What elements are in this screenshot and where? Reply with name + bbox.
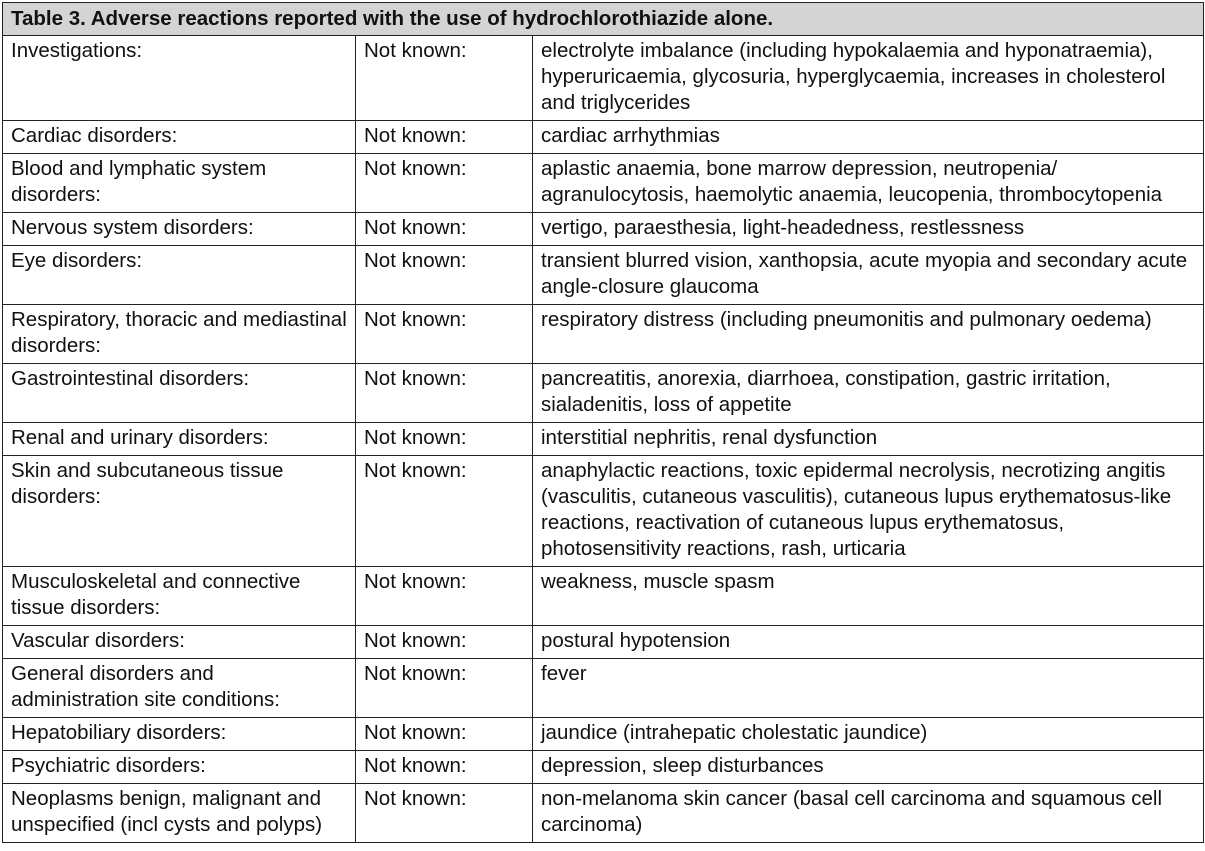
frequency-cell: Not known: [356, 246, 533, 305]
category-cell: Investigations: [3, 36, 356, 121]
reactions-cell: cardiac arrhythmias [533, 121, 1204, 154]
category-cell: Renal and urinary disorders: [3, 423, 356, 456]
category-cell: Eye disorders: [3, 246, 356, 305]
table-row [3, 784, 1204, 843]
table-body [3, 36, 1204, 843]
reactions-cell: aplastic anaemia, bone marrow depression, neutropenia/ agranulocytosis, haemolytic anaemia, leucopenia, thrombocytopenia [533, 154, 1204, 213]
category-cell: General disorders and administration site conditions: [3, 659, 356, 718]
reactions-cell: postural hypotension [533, 626, 1204, 659]
category-cell: Respiratory, thoracic and mediastinal disorders: [3, 305, 356, 364]
category-cell: Vascular disorders: [3, 626, 356, 659]
adverse-reactions-table [2, 2, 1204, 843]
reactions-cell: weakness, muscle spasm [533, 567, 1204, 626]
frequency-cell: Not known: [356, 423, 533, 456]
reactions-cell: fever [533, 659, 1204, 718]
category-cell: Cardiac disorders: [3, 121, 356, 154]
table-row [3, 456, 1204, 567]
category-cell: Nervous system disorders: [3, 213, 356, 246]
frequency-cell: Not known: [356, 626, 533, 659]
frequency-cell: Not known: [356, 784, 533, 843]
table-row [3, 423, 1204, 456]
reactions-cell: interstitial nephritis, renal dysfunction [533, 423, 1204, 456]
category-cell: Blood and lymphatic system disorders: [3, 154, 356, 213]
reactions-cell: respiratory distress (including pneumonitis and pulmonary oedema) [533, 305, 1204, 364]
table-row [3, 213, 1204, 246]
table-row [3, 751, 1204, 784]
frequency-cell: Not known: [356, 751, 533, 784]
frequency-cell: Not known: [356, 121, 533, 154]
reactions-cell: electrolyte imbalance (including hypokalaemia and hyponatraemia), hyperuricaemia, glycosuria, hyperglycaemia, increases in cholesterol and triglycerides [533, 36, 1204, 121]
category-cell: Gastrointestinal disorders: [3, 364, 356, 423]
table-row [3, 567, 1204, 626]
frequency-cell: Not known: [356, 456, 533, 567]
table-title-row [3, 3, 1204, 36]
reactions-cell: anaphylactic reactions, toxic epidermal necrolysis, necrotizing angitis (vasculitis, cutaneous vasculitis), cutaneous lupus erythematosus-like reactions, reactivation of cutaneous lupus erythematosus, photosensitivity reactions, rash, urticaria [533, 456, 1204, 567]
category-cell: Psychiatric disorders: [3, 751, 356, 784]
table-row [3, 121, 1204, 154]
reactions-cell: depression, sleep disturbances [533, 751, 1204, 784]
frequency-cell: Not known: [356, 213, 533, 246]
frequency-cell: Not known: [356, 567, 533, 626]
category-cell: Neoplasms benign, malignant and unspecified (incl cysts and polyps) [3, 784, 356, 843]
reactions-cell: jaundice (intrahepatic cholestatic jaundice) [533, 718, 1204, 751]
frequency-cell: Not known: [356, 305, 533, 364]
reactions-cell: pancreatitis, anorexia, diarrhoea, constipation, gastric irritation, sialadenitis, loss of appetite [533, 364, 1204, 423]
reactions-cell: transient blurred vision, xanthopsia, acute myopia and secondary acute angle-closure glaucoma [533, 246, 1204, 305]
table-row [3, 305, 1204, 364]
frequency-cell: Not known: [356, 659, 533, 718]
table-row [3, 718, 1204, 751]
table-row [3, 154, 1204, 213]
table-title: Table 3. Adverse reactions reported with the use of hydrochlorothiazide alone. [3, 3, 1204, 36]
table-row [3, 626, 1204, 659]
category-cell: Skin and subcutaneous tissue disorders: [3, 456, 356, 567]
table-row [3, 659, 1204, 718]
frequency-cell: Not known: [356, 718, 533, 751]
category-cell: Hepatobiliary disorders: [3, 718, 356, 751]
category-cell: Musculoskeletal and connective tissue disorders: [3, 567, 356, 626]
reactions-cell: non-melanoma skin cancer (basal cell carcinoma and squamous cell carcinoma) [533, 784, 1204, 843]
reactions-cell: vertigo, paraesthesia, light-headedness, restlessness [533, 213, 1204, 246]
table-row [3, 36, 1204, 121]
table-row [3, 364, 1204, 423]
frequency-cell: Not known: [356, 36, 533, 121]
frequency-cell: Not known: [356, 154, 533, 213]
table-row [3, 246, 1204, 305]
frequency-cell: Not known: [356, 364, 533, 423]
